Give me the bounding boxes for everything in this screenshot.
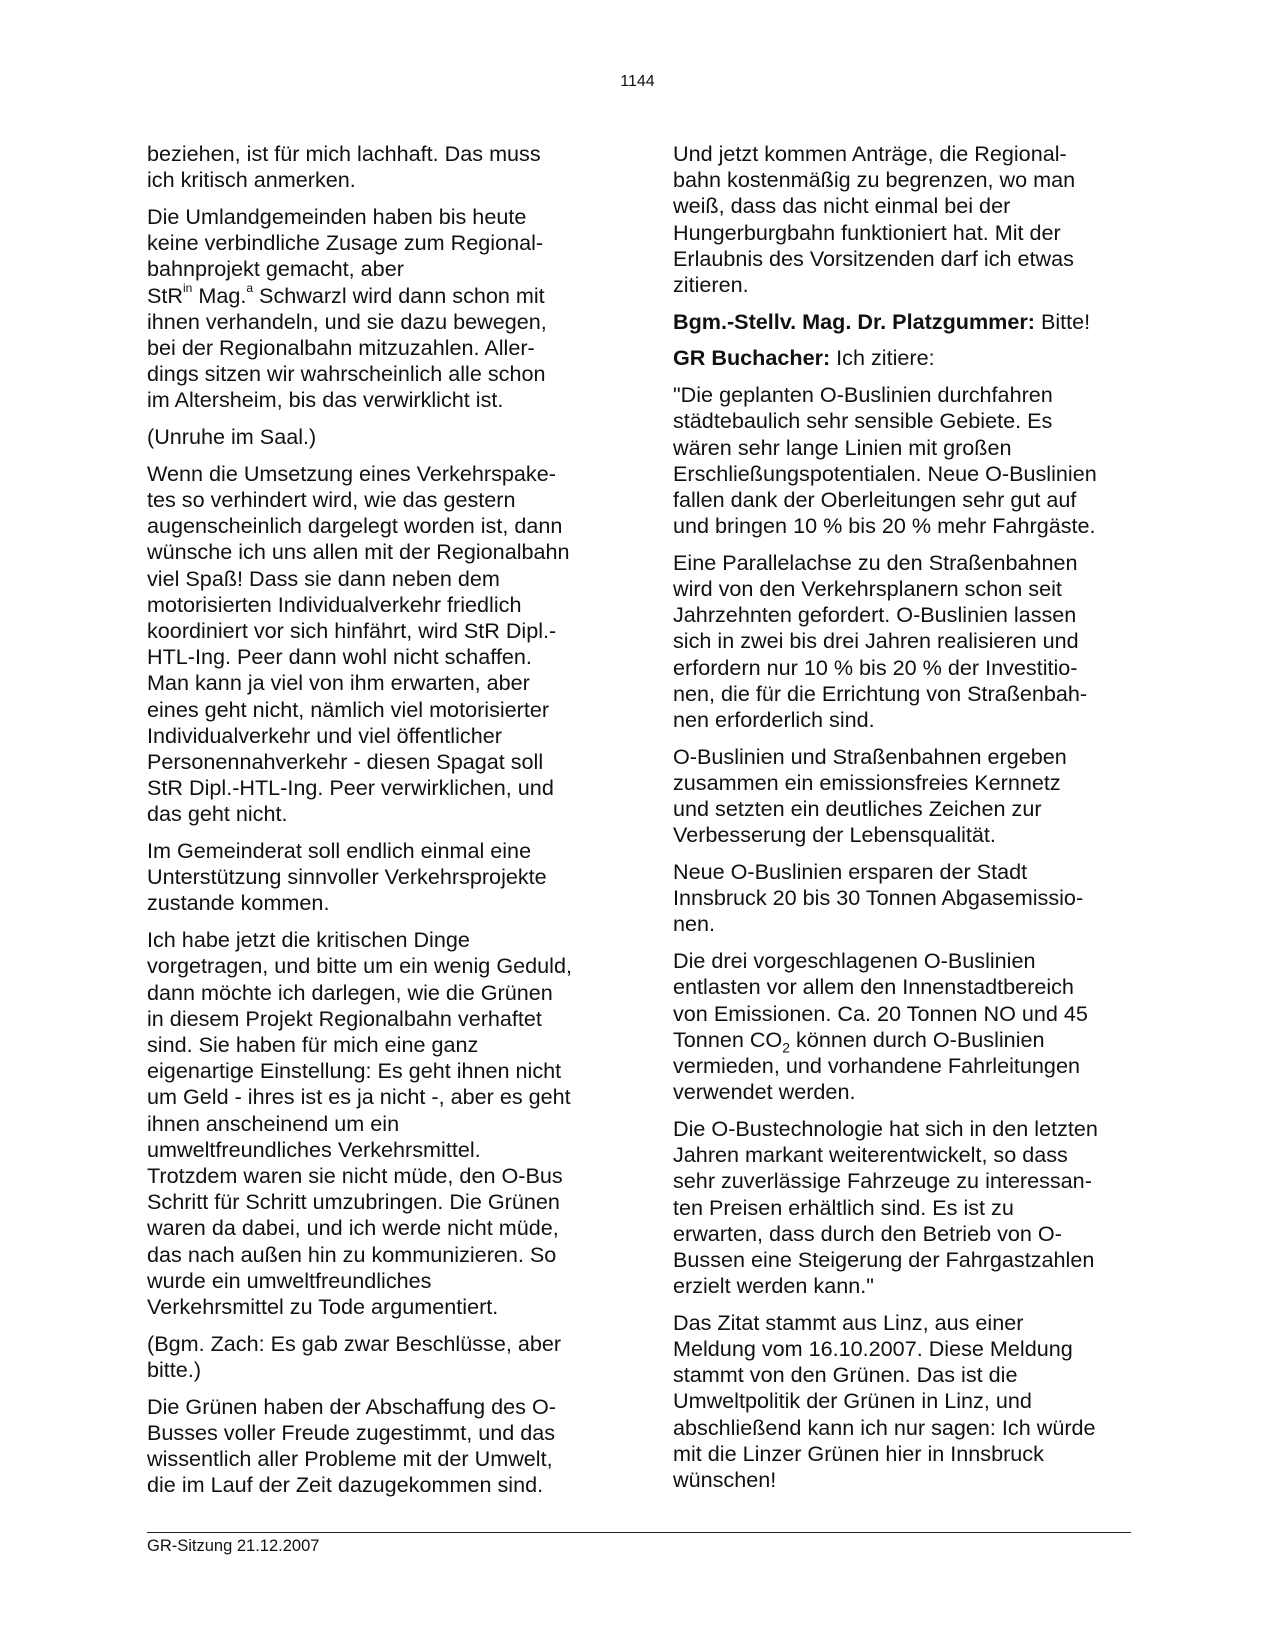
paragraph: [147, 204, 607, 414]
paragraph: [673, 382, 1133, 539]
paragraph: [147, 141, 607, 193]
text-line: stammt von den Grünen. Das ist die: [673, 1362, 1018, 1388]
text-line: Neue O-Buslinien ersparen der Stadt: [673, 859, 1028, 885]
paragraph: [673, 141, 1133, 298]
speech-text: Bitte!: [1034, 308, 1091, 334]
text-line: [147, 283, 607, 309]
text-line: Schritt für Schritt umzubringen. Die Grünen: [147, 1189, 560, 1215]
text-line: vorgetragen, und bitte um ein wenig Geduld,: [147, 953, 572, 979]
text-line: erzielt werden kann.": [673, 1273, 874, 1299]
text-line: bitte.): [147, 1356, 202, 1382]
text-line: Eine Parallelachse zu den Straßenbahnen: [673, 549, 1078, 575]
text-line: [673, 309, 1133, 335]
text-line: bahnprojekt gemacht, aber: [147, 256, 404, 282]
text-line: städtebaulich sehr sensible Gebiete. Es: [673, 408, 1053, 434]
text-line: eigenartige Einstellung: Es geht ihnen nicht: [147, 1058, 562, 1084]
text-line: ich kritisch anmerken.: [147, 167, 356, 193]
speaker-paragraph: [673, 345, 1133, 371]
text-line: abschließend kann ich nur sagen: Ich würde: [673, 1414, 1096, 1440]
text-line: zusammen ein emissionsfreies Kernnetz: [673, 769, 1061, 795]
text-line: umweltfreundliches Verkehrsmittel.: [147, 1136, 481, 1162]
paragraph: [673, 550, 1133, 733]
text-line: Individualverkehr und viel öffentlicher: [147, 722, 502, 748]
text-line: Erlaubnis des Vorsitzenden darf ich etwas: [673, 245, 1074, 271]
paragraph: [673, 859, 1133, 938]
text-line: Unterstützung sinnvoller Verkehrsprojekte: [147, 864, 547, 890]
text-line: "Die geplanten O-Buslinien durchfahren: [673, 382, 1053, 408]
text-line: in diesem Projekt Regionalbahn verhaftet: [147, 1005, 542, 1031]
speaker-name: GR Buchacher:: [673, 345, 831, 371]
text-line: bei der Regionalbahn mitzuzahlen. Aller-: [147, 334, 535, 360]
left-column: [147, 141, 607, 1509]
text-line: Die Grünen haben der Abschaffung des O-: [147, 1393, 556, 1419]
text-line: nen.: [673, 911, 716, 937]
text-line: Jahrzehnten gefordert. O-Buslinien lassen: [673, 602, 1077, 628]
text-line: entlasten vor allem den Innenstadtbereich: [673, 974, 1074, 1000]
text-line: motorisierten Individualverkehr friedlich: [147, 591, 522, 617]
text-line: Im Gemeinderat soll endlich einmal eine: [147, 838, 532, 864]
text-line: Bussen eine Steigerung der Fahrgastzahlen: [673, 1246, 1095, 1272]
text-line: Personennahverkehr - diesen Spagat soll: [147, 748, 544, 774]
text-line: Die Umlandgemeinden haben bis heute: [147, 203, 527, 229]
speaker-name: Bgm.-Stellv. Mag. Dr. Platzgummer:: [673, 308, 1035, 334]
text-line: HTL-Ing. Peer dann wohl nicht schaffen.: [147, 644, 532, 670]
text-line: Die drei vorgeschlagenen O-Buslinien: [673, 948, 1036, 974]
text-line: StR Dipl.-HTL-Ing. Peer verwirklichen, und: [147, 775, 554, 801]
title-abbrev: StR: [147, 282, 183, 308]
text-line: wird von den Verkehrsplanern schon seit: [673, 576, 1062, 602]
text-line: O-Buslinien und Straßenbahnen ergeben: [673, 743, 1067, 769]
superscript: a: [246, 281, 254, 296]
right-column: [673, 141, 1133, 1504]
text-line: nen, die für die Errichtung von Straßenbah-: [673, 680, 1088, 706]
text-line: sich in zwei bis drei Jahren realisieren und: [673, 628, 1079, 654]
paragraph: [147, 927, 607, 1320]
text-line: waren da dabei, und ich werde nicht müde,: [147, 1215, 559, 1241]
paragraph: [147, 424, 607, 450]
text-line: Erschließungspotentialen. Neue O-Buslinien: [673, 460, 1097, 486]
subscript: 2: [782, 1039, 791, 1056]
text-line: ten Preisen erhältlich sind. Es ist zu: [673, 1194, 1014, 1220]
text-line: nen erforderlich sind.: [673, 707, 875, 733]
text-line: erwarten, dass durch den Betrieb von O-: [673, 1220, 1062, 1246]
text-line: beziehen, ist für mich lachhaft. Das muss: [147, 141, 541, 166]
text-line: Umweltpolitik der Grünen in Linz, und: [673, 1388, 1032, 1414]
text-line: sind. Sie haben für mich eine ganz: [147, 1032, 479, 1057]
text-line: die im Lauf der Zeit dazugekommen sind.: [147, 1472, 544, 1498]
text-line: ihnen verhandeln, und sie dazu bewegen,: [147, 308, 547, 334]
text-line: fallen dank der Oberleitungen sehr gut auf: [673, 486, 1077, 512]
paragraph: [673, 744, 1133, 849]
text-line: und setzten ein deutliches Zeichen zur: [673, 796, 1042, 822]
text-line: Ich habe jetzt die kritischen Dinge: [147, 927, 470, 953]
text-line: verwendet werden.: [673, 1079, 856, 1105]
text-line: koordiniert vor sich hinfährt, wird StR Dipl.-: [147, 617, 557, 643]
superscript: in: [183, 281, 193, 296]
text-line: erfordern nur 10 % bis 20 % der Investitio-: [673, 654, 1078, 680]
text-line: Busses voller Freude zugestimmt, und das: [147, 1419, 556, 1445]
text-line: Das Zitat stammt aus Linz, aus einer: [673, 1309, 1024, 1335]
text-line: um Geld - ihres ist es ja nicht -, aber es geht: [147, 1084, 571, 1110]
paragraph: [147, 838, 607, 917]
paragraph: [673, 948, 1133, 1105]
text-line: eines geht nicht, nämlich viel motorisierter: [147, 696, 550, 722]
text-line: Verkehrsmittel zu Tode argumentiert.: [147, 1294, 499, 1320]
text-line: im Altersheim, bis das verwirklicht ist.: [147, 387, 504, 413]
text-line: wurde ein umweltfreundliches: [147, 1267, 432, 1293]
text-line: [673, 1026, 1133, 1056]
text-line: zitieren.: [673, 272, 749, 298]
text-line: wären sehr lange Linien mit großen: [673, 434, 1012, 460]
text-line: Die O-Bustechnologie hat sich in den letzten: [673, 1115, 1098, 1141]
paragraph: [147, 1394, 607, 1499]
paragraph: [147, 1331, 607, 1383]
text-line: Jahren markant weiterentwickelt, so dass: [673, 1142, 1068, 1168]
text-line: bahn kostenmäßig zu begrenzen, wo man: [673, 167, 1076, 193]
paragraph: [673, 1310, 1133, 1493]
paragraph: [673, 1116, 1133, 1299]
text-line: das nach außen hin zu kommunizieren. So: [147, 1241, 557, 1267]
text-line: vermieden, und vorhandene Fahrleitungen: [673, 1053, 1080, 1078]
text-line: ihnen anscheinend um ein: [147, 1110, 400, 1136]
speaker-paragraph: [673, 309, 1133, 335]
text-line: viel Spaß! Dass sie dann neben dem: [147, 565, 500, 591]
text-line: Trotzdem waren sie nicht müde, den O-Bus: [147, 1163, 563, 1189]
title-abbrev: Mag.: [192, 282, 247, 308]
text-line: dann möchte ich darlegen, wie die Grünen: [147, 979, 553, 1005]
text-line: Wenn die Umsetzung eines Verkehrspake-: [147, 460, 556, 486]
speech-text: Ich zitiere:: [830, 345, 935, 371]
text-line: (Unruhe im Saal.): [147, 424, 317, 450]
text-line: wünsche ich uns allen mit der Regionalbahn: [147, 539, 570, 565]
text-line: Meldung vom 16.10.2007. Diese Meldung: [673, 1336, 1073, 1362]
text-line: von Emissionen. Ca. 20 Tonnen NO und 45: [673, 1000, 1088, 1026]
text-line: und bringen 10 % bis 20 % mehr Fahrgäste.: [673, 513, 1096, 539]
text-line: wünschen!: [673, 1467, 777, 1493]
text-fragment: können durch O-Buslinien: [790, 1026, 1045, 1052]
text-fragment: Schwarzl wird dann schon mit: [253, 282, 545, 308]
paragraph: [147, 461, 607, 828]
text-line: wissentlich aller Probleme mit der Umwelt,: [147, 1446, 553, 1472]
text-line: Hungerburgbahn funktioniert hat. Mit der: [673, 219, 1061, 245]
text-line: Man kann ja viel von ihm erwarten, aber: [147, 670, 530, 696]
text-line: mit die Linzer Grünen hier in Innsbruck: [673, 1440, 1044, 1466]
text-line: Und jetzt kommen Anträge, die Regional-: [673, 141, 1067, 166]
text-line: sehr zuverlässige Fahrzeuge zu interessan-: [673, 1168, 1092, 1194]
text-line: [673, 345, 1133, 371]
text-fragment: Tonnen CO: [673, 1026, 783, 1052]
text-line: das geht nicht.: [147, 801, 288, 827]
text-line: zustande kommen.: [147, 890, 330, 916]
text-line: augenscheinlich dargelegt worden ist, dann: [147, 513, 563, 539]
text-line: tes so verhindert wird, wie das gestern: [147, 486, 516, 512]
text-line: Innsbruck 20 bis 30 Tonnen Abgasemissio-: [673, 885, 1084, 911]
text-line: weiß, dass das nicht einmal bei der: [673, 193, 1011, 219]
page-number: 1144: [620, 73, 655, 90]
text-line: keine verbindliche Zusage zum Regional-: [147, 230, 544, 256]
footer-text: GR-Sitzung 21.12.2007: [147, 1537, 320, 1555]
text-line: dings sitzen wir wahrscheinlich alle schon: [147, 361, 546, 387]
text-line: Verbesserung der Lebensqualität.: [673, 822, 996, 848]
text-line: (Bgm. Zach: Es gab zwar Beschlüsse, aber: [147, 1330, 562, 1356]
footer-divider: [147, 1532, 1131, 1533]
